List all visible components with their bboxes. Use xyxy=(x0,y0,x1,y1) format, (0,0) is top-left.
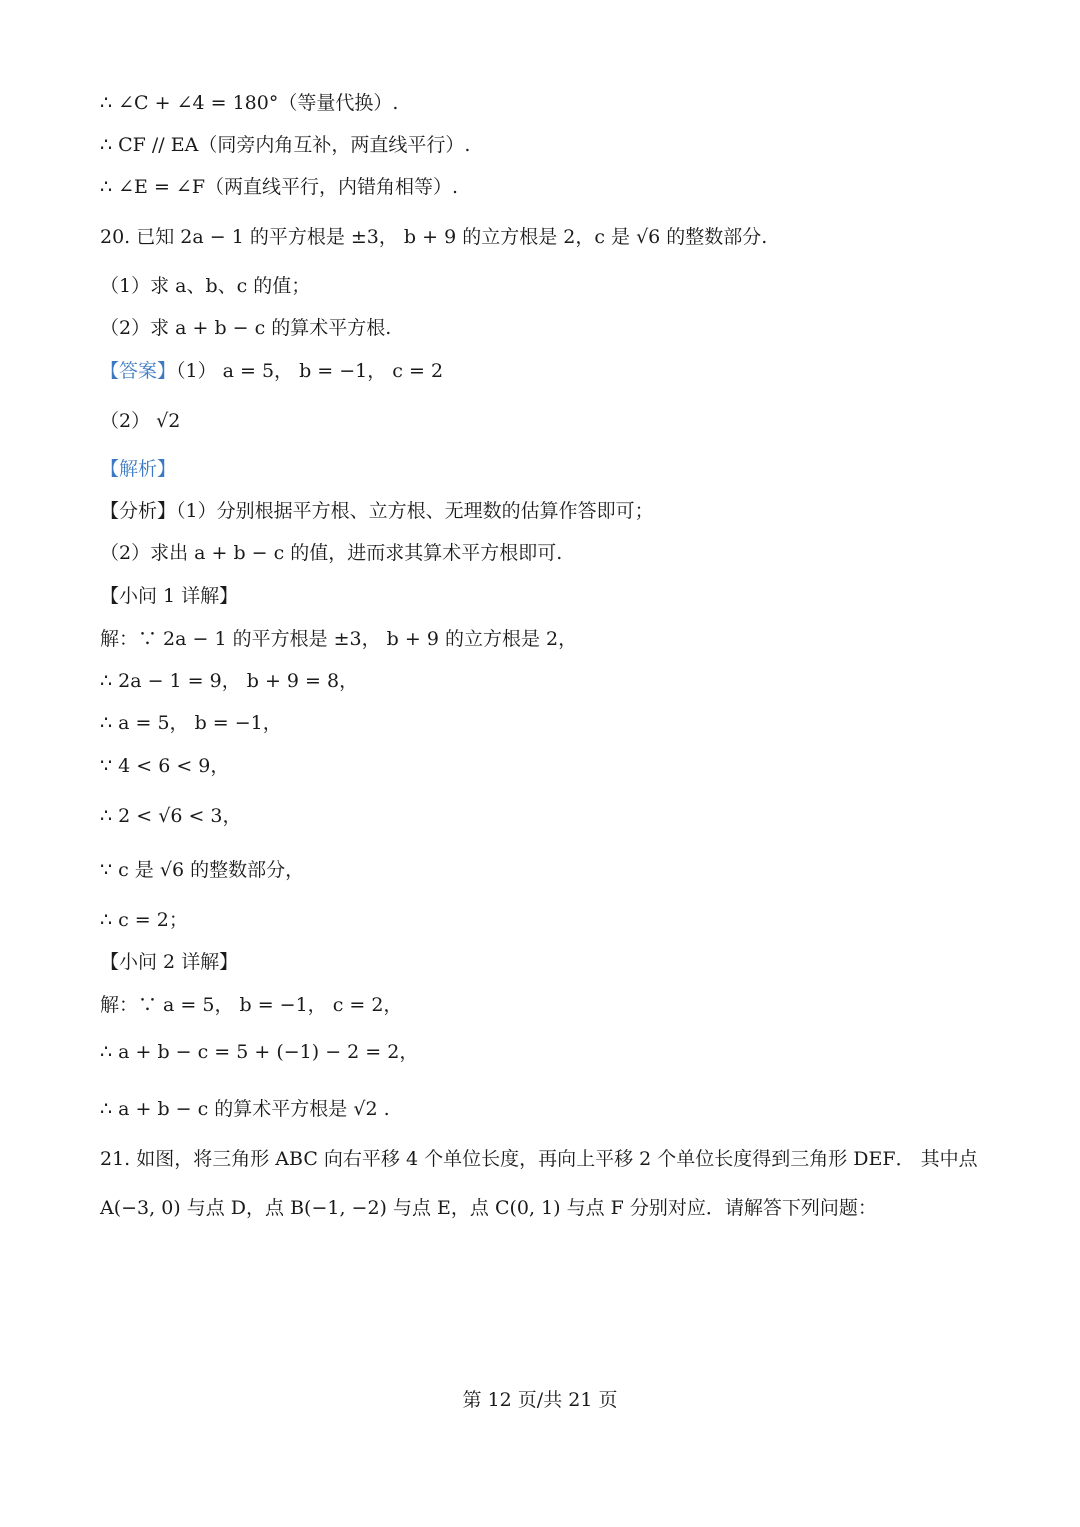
answer-label: 【答案】 xyxy=(100,360,177,382)
text-line: ∴ 2 < √6 < 3， xyxy=(100,805,242,827)
text-line: ∴ a + b − c 的算术平方根是 √2 . xyxy=(100,1098,390,1120)
analysis-label: 【解析】 xyxy=(100,458,177,480)
text-line: ∴ a = 5， b = −1， xyxy=(100,712,282,734)
section-heading: 【小问 2 详解】 xyxy=(100,951,239,973)
text-line: ∵ c 是 √6 的整数部分， xyxy=(100,859,305,881)
text-line: ∴ 2a − 1 = 9， b + 9 = 8， xyxy=(100,670,359,692)
text-line: ∴ ∠C + ∠4 = 180°（等量代换）. xyxy=(100,92,399,114)
text-line: ∵ 4 < 6 < 9， xyxy=(100,755,230,777)
text-line: （2）求 a + b − c 的算术平方根. xyxy=(100,317,392,339)
text-line: 解：∵ a = 5， b = −1， c = 2， xyxy=(100,994,403,1016)
text-line: 解：∵ 2a − 1 的平方根是 ±3， b + 9 的立方根是 2， xyxy=(100,628,578,650)
answer-text: （1） a = 5， b = −1， c = 2 xyxy=(176,360,444,382)
text-line: A(−3, 0) 与点 D，点 B(−1, −2) 与点 E，点 C(0, 1) 与点 F 分别对应．请解答下列问题： xyxy=(100,1197,877,1219)
page-footer: 第 12 页/共 21 页 xyxy=(462,1389,618,1411)
section-heading: 【小问 1 详解】 xyxy=(100,585,239,607)
text-line: 【分析】（1）分别根据平方根、立方根、无理数的估算作答即可； xyxy=(100,500,654,522)
text-line: ∴ c = 2； xyxy=(100,909,188,931)
text-line: （2） √2 xyxy=(100,410,181,432)
text-line: （1）求 a、b、c 的值； xyxy=(100,275,311,297)
text-line: ∴ CF // EA（同旁内角互补，两直线平行）. xyxy=(100,134,471,156)
text-line: （2）求出 a + b − c 的值，进而求其算术平方根即可. xyxy=(100,542,563,564)
text-line: ∴ a + b − c = 5 + (−1) − 2 = 2， xyxy=(100,1041,419,1063)
question-21: 21. 如图，将三角形 ABC 向右平移 4 个单位长度，再向上平移 2 个单位长度得到三角形 DEF． 其中点 xyxy=(100,1148,978,1170)
question-20: 20. 已知 2a − 1 的平方根是 ±3， b + 9 的立方根是 2，c 是 √6 的整数部分. xyxy=(100,226,768,248)
text-line: ∴ ∠E = ∠F（两直线平行，内错角相等）. xyxy=(100,176,459,198)
answer-line xyxy=(100,356,990,386)
